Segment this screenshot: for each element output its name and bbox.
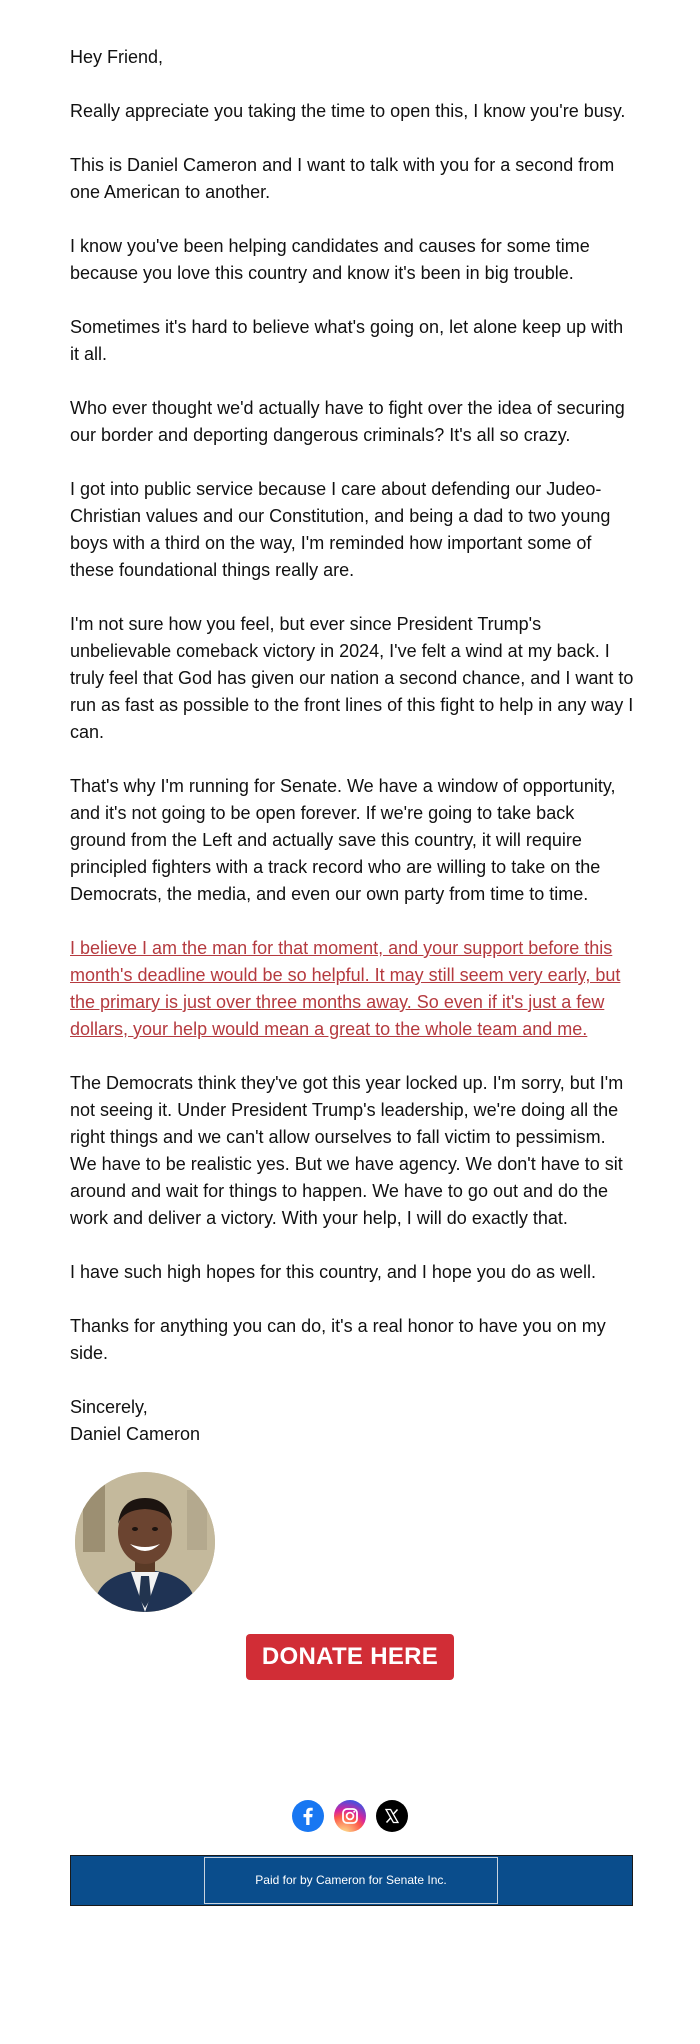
paragraph: I'm not sure how you feel, but ever since President Trump's unbelievable comeback victory in 2024, I've felt a wind at my back. I truly feel that God has given our nation a second chance, and I want to run as fast as possible to the front lines of this fight to help in any way I can. [70,614,634,742]
paragraph: Thanks for anything you can do, it's a real honor to have you on my side. [70,1316,606,1363]
x-icon[interactable] [376,1800,408,1832]
avatar [75,1472,215,1612]
closing: Sincerely, [70,1397,148,1417]
donate-button[interactable]: DONATE HERE [246,1634,454,1680]
instagram-icon[interactable] [334,1800,366,1832]
paragraph: Who ever thought we'd actually have to fight over the idea of securing our border and deporting dangerous criminals? It's all so crazy. [70,398,625,445]
donate-section [0,1634,700,1680]
paragraph: I got into public service because I care about defending our Judeo-Christian values and our Constitution, and being a dad to two young boys with a third on the way, I'm reminded how important some of these foundational things really are. [70,479,611,580]
paragraph: Sometimes it's hard to believe what's going on, let alone keep up with it all. [70,317,624,364]
paragraph: I have such high hopes for this country, and I hope you do as well. [70,1262,596,1282]
donate-link-paragraph[interactable]: I believe I am the man for that moment, and your support before this month's deadline would be so helpful. It may still seem very early, but the primary is just over three months away. So even if it's just a few dollars, your help would mean a great to the whole team and me. [70,938,621,1039]
greeting: Hey Friend, [70,47,164,67]
paragraph: The Democrats think they've got this year locked up. I'm sorry, but I'm not seeing it. Under President Trump's leadership, we're doing all the right things and we can't allow ourselves to fall victim to pessimism. We have to be realistic yes. But we have agency. We don't have to sit around and wait for things to happen. We have to go out and do the work and deliver a victory. With your help, I will do exactly that. [70,1073,624,1228]
facebook-icon[interactable] [292,1800,324,1832]
social-links [0,1800,700,1832]
paid-for-disclaimer: Paid for by Cameron for Senate Inc. [204,1857,498,1904]
paragraph: Really appreciate you taking the time to open this, I know you're busy. [70,101,626,121]
footer-bar [70,1855,633,1906]
portrait-image [75,1472,215,1612]
signature: Daniel Cameron [70,1424,201,1444]
paragraph: I know you've been helping candidates and causes for some time because you love this country and know it's been in big trouble. [70,236,590,283]
email-body [70,44,635,1612]
paragraph: That's why I'm running for Senate. We have a window of opportunity, and it's not going to be open forever. If we're going to take back ground from the Left and actually save this country, it will require principled fighters with a track record who are willing to take on the Democrats, the media, and even our own party from time to time. [70,776,616,904]
paragraph: This is Daniel Cameron and I want to talk with you for a second from one American to another. [70,155,615,202]
